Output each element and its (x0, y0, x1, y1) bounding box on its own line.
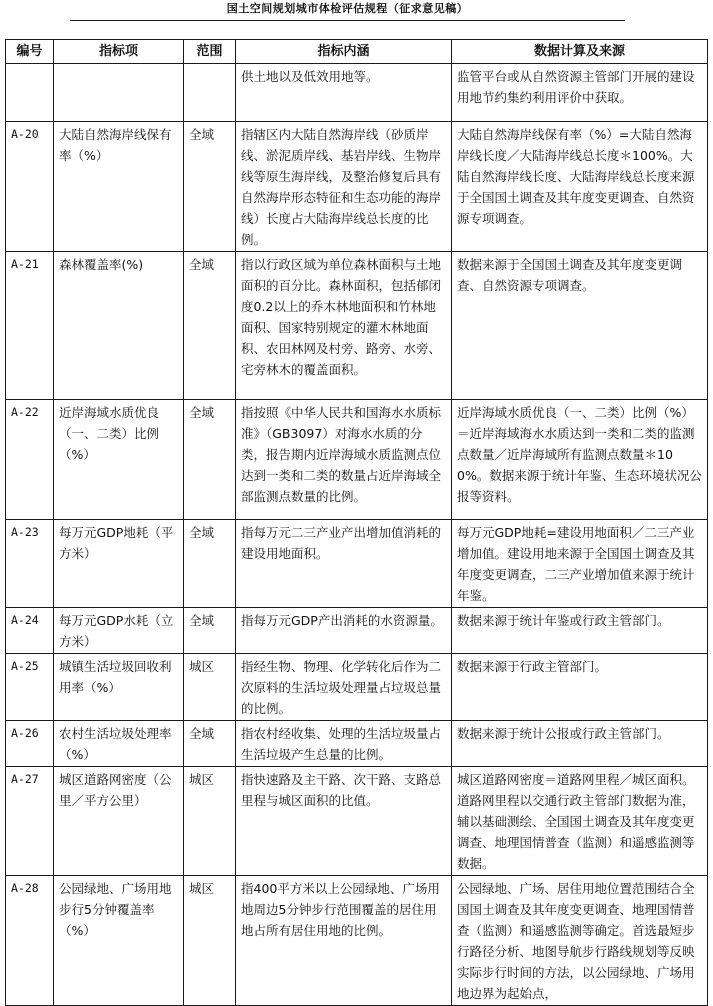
row-scope: 全域 (184, 400, 236, 520)
row-scope (184, 64, 236, 122)
table-row (6, 876, 708, 1006)
table-row (6, 64, 708, 122)
row-scope: 全域 (184, 122, 236, 252)
row-source: 数据来源于行政主管部门。 (452, 654, 708, 721)
row-id: A-27 (6, 767, 54, 876)
table-row (6, 608, 708, 654)
row-name: 每万元GDP地耗（平方米） (54, 520, 184, 608)
row-source: 公园绿地、广场、居住用地位置范围结合全国国土调查及其年度变更调查、地理国情普查（监测）和遥感监测等确定。首选最短步行路径分析、地图导航步行路线规划等反映实际步行时间的方法，以公园绿地、广场用地边界为起始点， (452, 876, 708, 1006)
row-name: 近岸海域水质优良（一、二类）比例（%） (54, 400, 184, 520)
row-id: A-28 (6, 876, 54, 1006)
table-row (6, 767, 708, 876)
row-definition: 指400平方米以上公园绿地、广场用地周边5分钟步行范围覆盖的居住用地占所有居住用地的比例。 (236, 876, 452, 1006)
table-row (6, 654, 708, 721)
column-header-scope: 范围 (184, 40, 236, 64)
table-header-row (6, 40, 708, 64)
row-id: A-25 (6, 654, 54, 721)
row-scope: 全域 (184, 252, 236, 400)
row-id: A-23 (6, 520, 54, 608)
column-header-id: 编号 (6, 40, 54, 64)
row-definition: 指农村经收集、处理的生活垃圾量占生活垃圾产生总量的比例。 (236, 721, 452, 767)
row-definition: 指每万元GDP产出消耗的水资源量。 (236, 608, 452, 654)
row-scope: 全域 (184, 520, 236, 608)
row-id: A-24 (6, 608, 54, 654)
row-scope: 城区 (184, 654, 236, 721)
table-row (6, 122, 708, 252)
column-header-definition: 指标内涵 (236, 40, 452, 64)
row-name: 森林覆盖率(%) (54, 252, 184, 400)
row-name: 城区道路网密度（公里／平方公里） (54, 767, 184, 876)
row-name (54, 64, 184, 122)
row-name: 公园绿地、广场用地步行5分钟覆盖率（%） (54, 876, 184, 1006)
table-row (6, 400, 708, 520)
row-source: 数据来源于全国国土调查及其年度变更调查、自然资源专项调查。 (452, 252, 708, 400)
row-definition: 指按照《中华人民共和国海水水质标准》（GB3097）对海水水质的分类，报告期内近岸海域水质监测点位达到一类和二类的数量占近岸海域全部监测点数量的比例。 (236, 400, 452, 520)
row-name: 每万元GDP水耗（立方米） (54, 608, 184, 654)
row-scope: 城区 (184, 876, 236, 1006)
row-source: 城区道路网密度＝道路网里程／城区面积。道路网里程以交通行政主管部门数据为准，辅以基础测绘、全国国土调查及其年度变更调查、地理国情普查（监测）和遥感监测等数据。 (452, 767, 708, 876)
row-definition: 指快速路及主干路、次干路、支路总里程与城区面积的比值。 (236, 767, 452, 876)
table-row (6, 520, 708, 608)
row-id: A-21 (6, 252, 54, 400)
row-id: A-26 (6, 721, 54, 767)
row-name: 农村生活垃圾处理率（%） (54, 721, 184, 767)
table-row (6, 721, 708, 767)
page-title: 国土空间规划城市体检评估规程（征求意见稿） (70, 0, 625, 21)
row-id: A-20 (6, 122, 54, 252)
row-name: 大陆自然海岸线保有率（%） (54, 122, 184, 252)
row-definition: 指每万元二三产业产出增加值消耗的建设用地面积。 (236, 520, 452, 608)
row-definition: 指经生物、物理、化学转化后作为二次原料的生活垃圾处理量占垃圾总量的比例。 (236, 654, 452, 721)
column-header-name: 指标项 (54, 40, 184, 64)
row-definition: 指以行政区域为单位森林面积与土地面积的百分比。森林面积，包括郁闭度0.2以上的乔木林地面积和竹林地面积、国家特别规定的灌木林地面积、农田林网及村旁、路旁、水旁、宅旁林木的覆盖面积。 (236, 252, 452, 400)
row-source: 近岸海域水质优良（一、二类）比例（%）＝近岸海域海水水质达到一类和二类的监测点数量／近岸海域所有监测点数量＊100%。数据来源于统计年鉴、生态环境状况公报等资料。 (452, 400, 708, 520)
row-scope: 全域 (184, 608, 236, 654)
row-definition: 指辖区内大陆自然海岸线（砂质岸线、淤泥质岸线、基岩岸线、生物岸线等原生海岸线，及整治修复后具有自然海岸形态特征和生态功能的海岸线）长度占大陆海岸线总长度的比例。 (236, 122, 452, 252)
row-source: 监管平台或从自然资源主管部门开展的建设用地节约集约利用评价中获取。 (452, 64, 708, 122)
column-header-source: 数据计算及来源 (452, 40, 708, 64)
row-scope: 全域 (184, 721, 236, 767)
table-row (6, 252, 708, 400)
row-name: 城镇生活垃圾回收利用率（%） (54, 654, 184, 721)
row-source: 数据来源于统计年鉴或行政主管部门。 (452, 608, 708, 654)
row-source: 数据来源于统计公报或行政主管部门。 (452, 721, 708, 767)
row-id: A-22 (6, 400, 54, 520)
row-scope: 城区 (184, 767, 236, 876)
row-source: 每万元GDP地耗=建设用地面积／二三产业增加值。建设用地来源于全国国土调查及其年度变更调查，二三产业增加值来源于统计年鉴。 (452, 520, 708, 608)
row-id (6, 64, 54, 122)
row-definition: 供土地以及低效用地等。 (236, 64, 452, 122)
indicator-table (5, 39, 708, 1006)
row-source: 大陆自然海岸线保有率（%）=大陆自然海岸线长度／大陆海岸线总长度＊100%。大陆自然海岸线长度、大陆海岸线总长度来源于全国国土调查及其年度变更调查、自然资源专项调查。 (452, 122, 708, 252)
